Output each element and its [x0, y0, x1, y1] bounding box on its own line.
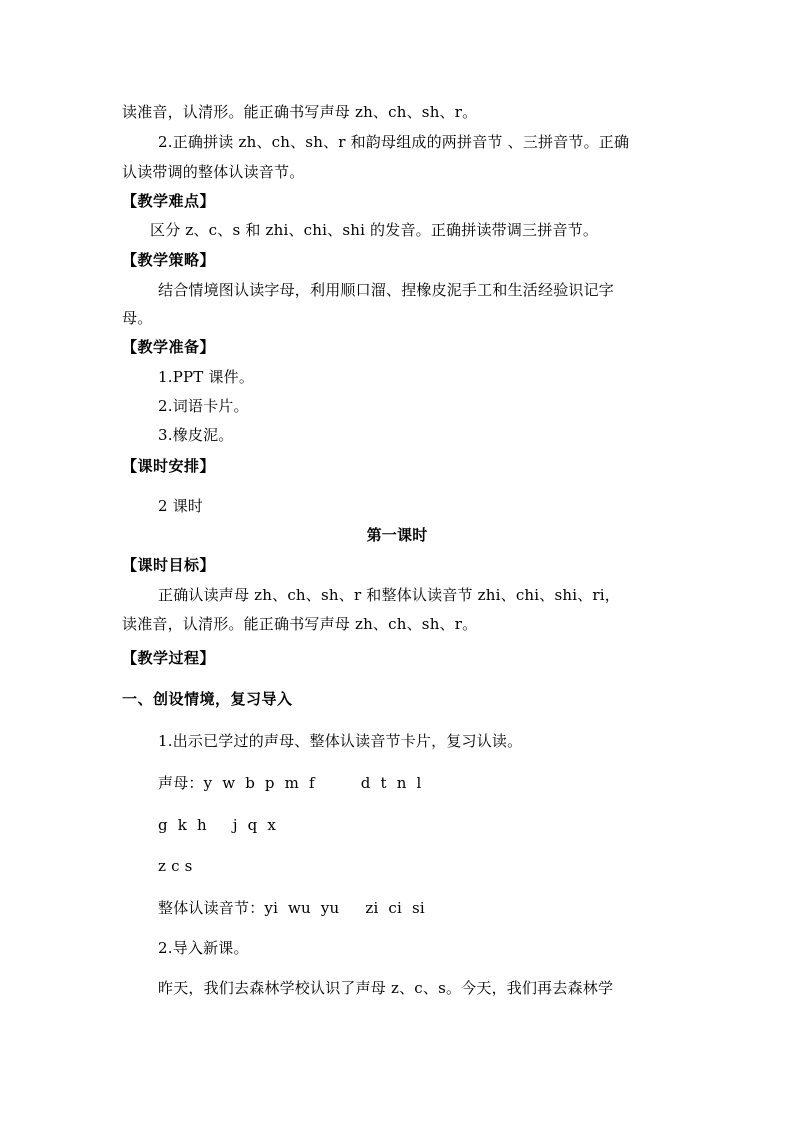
lesson-goal-heading: 【课时目标】 [122, 556, 216, 574]
difficulty-text: 区分 z、c、s 和 zhi、chi、shi 的发音。正确拼读带调三拼音节。 [150, 221, 599, 239]
objective-2-line-2: 认读带调的整体认读音节。 [122, 163, 305, 181]
initials-label: 声母： [158, 774, 204, 792]
objectives-tail: 读准音，认清形。能正确书写声母 zh、ch、sh、r。 [122, 103, 478, 121]
lesson-title: 第一课时 [366, 526, 428, 544]
prep-item: 2.词语卡片。 [158, 397, 249, 415]
initials-row-3: z c s [158, 857, 193, 875]
difficulty-heading: 【教学难点】 [122, 192, 216, 210]
objective-2-line-1: 2.正确拼读 zh、ch、sh、r 和韵母组成的两拼音节 、三拼音节。正确 [158, 133, 630, 151]
initials-group: j q x [232, 816, 277, 834]
lesson-goal-line-2: 读准音，认清形。能正确书写声母 zh、ch、sh、r。 [122, 615, 478, 633]
schedule-text: 2 课时 [158, 497, 204, 515]
initials-group: d t n l [360, 774, 422, 792]
prep-item: 3.橡皮泥。 [158, 426, 234, 444]
syllables-row [158, 898, 425, 918]
initials-group: y w b p m f [203, 774, 315, 792]
step-2: 2.导入新课。 [158, 939, 249, 957]
syllables-group: yi wu yu [264, 899, 340, 917]
intro-text: 昨天，我们去森林学校认识了声母 z、c、s。今天，我们再去森林学 [158, 979, 614, 997]
prep-item: 1.PPT 课件。 [158, 368, 255, 386]
initials-group: g k h [158, 816, 207, 834]
lesson-goal-line-1: 正确认读声母 zh、ch、sh、r 和整体认读音节 zhi、chi、shi、ri， [158, 586, 621, 604]
initials-row-1 [158, 773, 422, 793]
prep-heading: 【教学准备】 [122, 338, 216, 356]
step-1: 1.出示已学过的声母、整体认读音节卡片，复习认读。 [158, 732, 523, 750]
initials-row-2 [158, 815, 276, 835]
strategy-heading: 【教学策略】 [122, 251, 216, 269]
syllables-group: zi ci si [365, 899, 425, 917]
syllables-label: 整体认读音节： [158, 899, 265, 917]
section-1-title: 一、创设情境，复习导入 [122, 690, 293, 708]
strategy-line-2: 母。 [122, 309, 153, 327]
process-heading: 【教学过程】 [122, 649, 216, 667]
strategy-line-1: 结合情境图认读字母，利用顺口溜、捏橡皮泥手工和生活经验识记字 [158, 281, 615, 299]
schedule-heading: 【课时安排】 [122, 457, 216, 475]
